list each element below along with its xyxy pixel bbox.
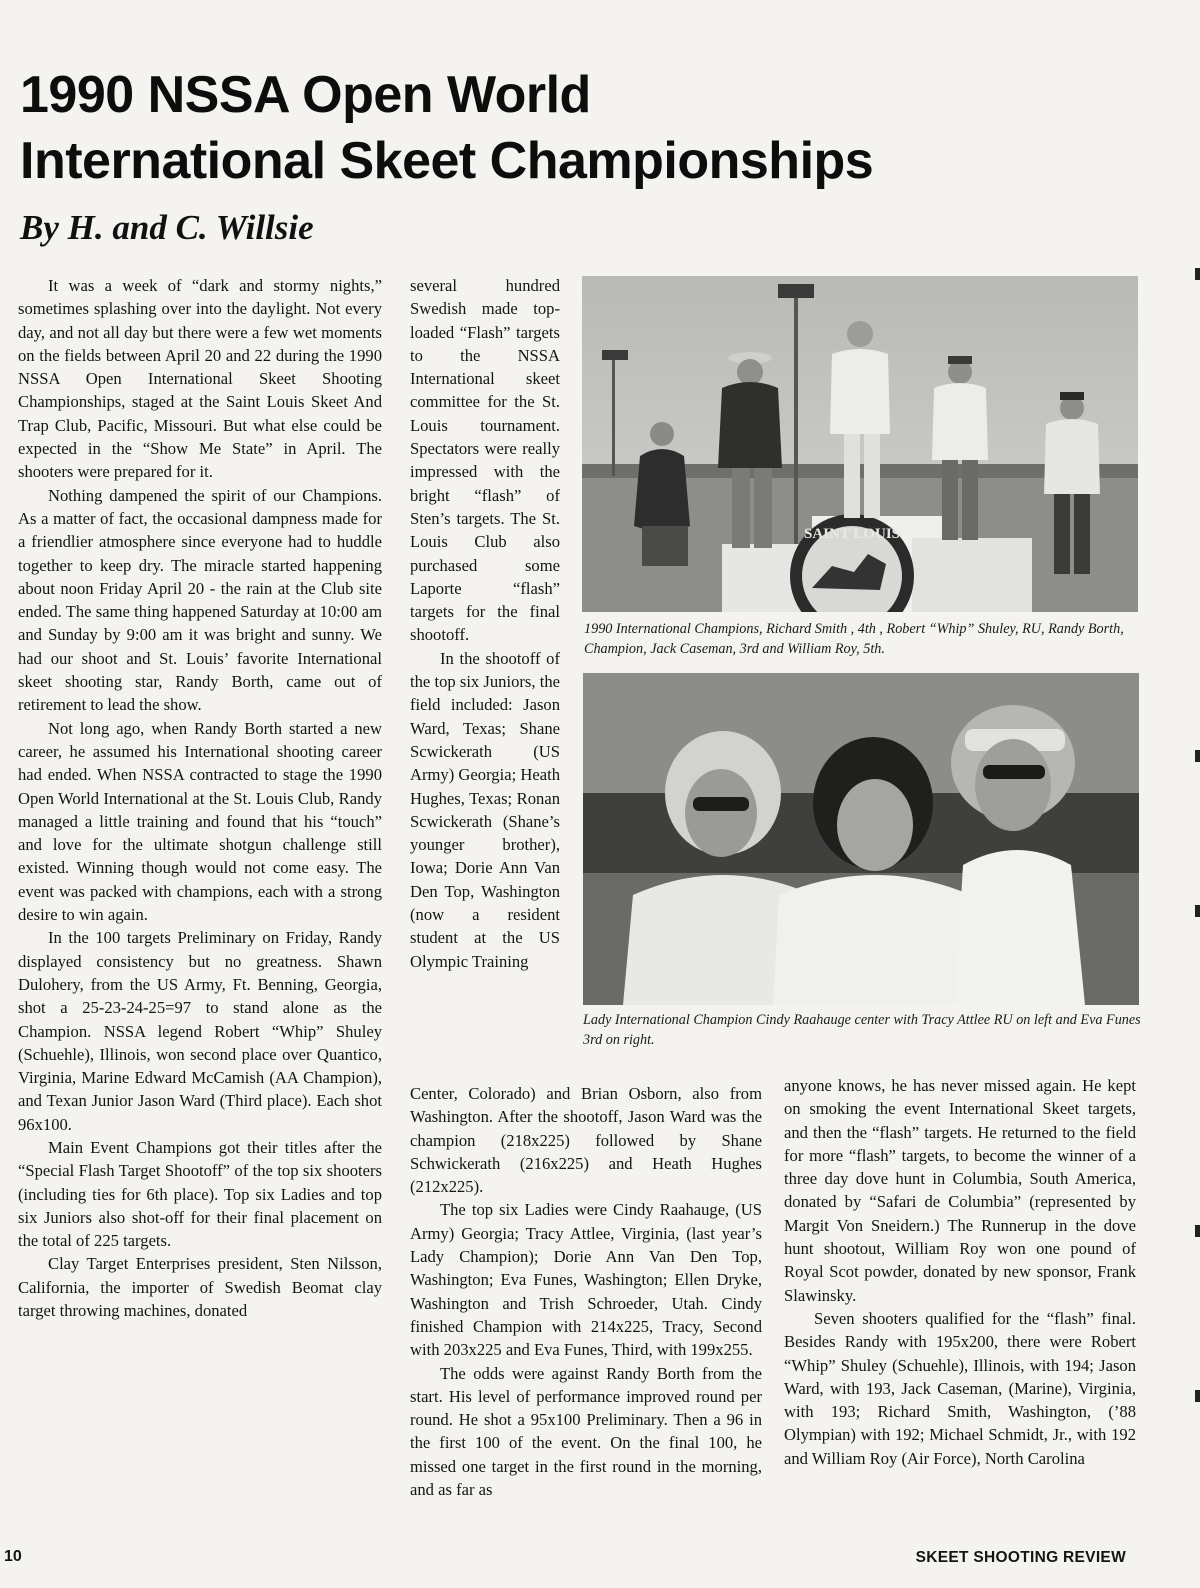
champions-podium-photo: [582, 276, 1138, 612]
edge-mark: [1195, 268, 1200, 280]
lady-champions-photo: [583, 673, 1139, 1005]
headline-line-1: 1990 NSSA Open World: [20, 66, 591, 124]
champions-podium-image: [582, 276, 1138, 612]
byline: By H. and C. Willsie: [20, 208, 314, 247]
paragraph: Not long ago, when Randy Borth started a new career, he assumed his International shooting career had ended. When NSSA contracted to stage the 1990 Open World International at the St. Louis Club, Randy managed a little training and found that his “touch” and love for the ultimate shotgun challenge still existed. Winning though would not come easy. The event was packed with champions, each with a strong desire to win again.: [18, 718, 382, 925]
paragraph: Clay Target Enterprises president, Sten Nilsson, California, the importer of Swedish Beomat clay target throwing machines, donated: [18, 1254, 382, 1321]
photo-caption-champions: 1990 International Champions, Richard Smith , 4th , Robert “Whip” Shuley, RU, Randy Borth, Champion, Jack Caseman, 3rd and William Roy, 5th.: [584, 621, 1124, 657]
article-column-2-narrow: [410, 274, 560, 973]
edge-mark: [1195, 905, 1200, 917]
paragraph: The top six Ladies were Cindy Raahauge, (US Army) Georgia; Tracy Attlee, Virginia, (last year’s Lady Champion); Dorie Ann Van Den Top, Washington; Eva Funes, Washington; Ellen Dryke, Washington and Trish Schroeder, Utah. Cindy finished Champion with 214x225, Tracy, Second with 203x225 and Eva Funes, Third, with 199x255.: [410, 1200, 762, 1360]
paragraph: Main Event Champions got their titles after the “Special Flash Target Shootoff” of the top six shooters (including ties for 6th place). Top six Ladies and top six Juniors also shot-off for their final placement on the total of 225 targets.: [18, 1137, 382, 1251]
photo-caption-ladies: Lady International Champion Cindy Raahauge center with Tracy Attlee RU on left and Eva Funes 3rd on right.: [583, 1012, 1141, 1048]
article-headline: [20, 62, 1020, 194]
paragraph: Nothing dampened the spirit of our Champions. As a matter of fact, the occasional dampness made for a friendlier atmosphere since everyone had to huddle together to keep dry. The miracle started happening about noon Friday April 20 - the rain at the Club site ended. The same thing happened Saturday at 10:00 am and Sunday by 9:00 am it was bright and sunny. We had our shoot and St. Louis’ favorite International skeet shooting star, Randy Borth, came out of retirement to lead the show.: [18, 485, 382, 715]
page-number: 10: [4, 1548, 22, 1565]
headline-line-2: International Skeet Championships: [20, 132, 874, 190]
edge-mark: [1195, 1390, 1200, 1402]
lady-champions-image: [583, 673, 1139, 1005]
paragraph: Seven shooters qualified for the “flash” final. Besides Randy with 195x200, there were Robert “Whip” Shuley (Schuehle), Illinois, with 194; Jason Ward, with 193, Jack Caseman, (Marine), Virginia, with 193; Richard Smith, Washington, (’88 Olympian) with 192; Michael Schmidt, Jr., with 192 and William Roy (Air Force), North Carolina: [784, 1308, 1136, 1468]
paragraph: Center, Colorado) and Brian Osborn, also from Washington. After the shootoff, Jason Ward was the champion (218x225) followed by Shane Schwickerath (216x225) and Heath Hughes (212x225).: [410, 1084, 762, 1197]
paragraph: several hundred Swedish made top-loaded “Flash” targets to the NSSA International skeet committee for the St. Louis tournament. Spectators were really impressed with the bright “flash” of Sten’s targets. The St. Louis Club also purchased some Laporte “flash” targets for the final shootoff.: [410, 276, 560, 645]
paragraph: anyone knows, he has never missed again. He kept on smoking the event International Skeet targets, and then the “flash” targets. He returned to the field for more “flash” targets, to become the winner of a three day dove hunt in Columbia, South America, donated by “Safari de Columbia” (represented by Margit Von Sneidern.) The Runnerup in the dove hunt shootout, William Roy won one pound of Royal Scot powder, donated by new sponsor, Frank Slawinsky.: [784, 1076, 1136, 1305]
article-column-3: [784, 1074, 1136, 1470]
edge-mark: [1195, 1225, 1200, 1237]
article-column-1: [18, 274, 382, 1322]
paragraph: The odds were against Randy Borth from the start. His level of performance improved round per round. He shot a 95x100 Preliminary. Then a 96 in the first 100 of the event. On the final 100, he missed one target in the first round in the morning, and as far as: [410, 1363, 762, 1500]
publication-name: SKEET SHOOTING REVIEW: [915, 1549, 1126, 1566]
paragraph: It was a week of “dark and stormy nights,” sometimes splashing over into the daylight. Not every day, and not all day but there were a few wet moments on the fields between April 20 and 22 during the 1990 NSSA Open International Skeet Shooting Championships, staged at the Saint Louis Skeet And Trap Club, Pacific, Missouri. But what else could be expected in the “Show Me State” in April. The shooters were prepared for it.: [18, 276, 382, 482]
article-column-2-wide: [410, 1082, 762, 1501]
paragraph: In the 100 targets Preliminary on Friday, Randy displayed consistency but no greatness. Shawn Dulohery, from the US Army, Ft. Benning, Georgia, shot a 25-23-24-25=97 to stand alone as the Champion. NSSA legend Robert “Whip” Shuley (Schuehle), Illinois, won second place over Quantico, Virginia, Marine Edward McCamish (AA Champion), and Texan Junior Jason Ward (Third place). Each shot 96x100.: [18, 928, 382, 1134]
paragraph: In the shootoff of the top six Juniors, the field included: Jason Ward, Texas; Shane Scwickerath (US Army) Georgia; Heath Hughes, Texas; Ronan Scwickerath (Shane’s younger brother), Iowa; Dorie Ann Van Den Top, Washington (now a resident student at the US Olympic Training: [410, 648, 560, 971]
edge-mark: [1195, 750, 1200, 762]
club-emblem-text: SAINT LOUIS: [803, 526, 901, 542]
